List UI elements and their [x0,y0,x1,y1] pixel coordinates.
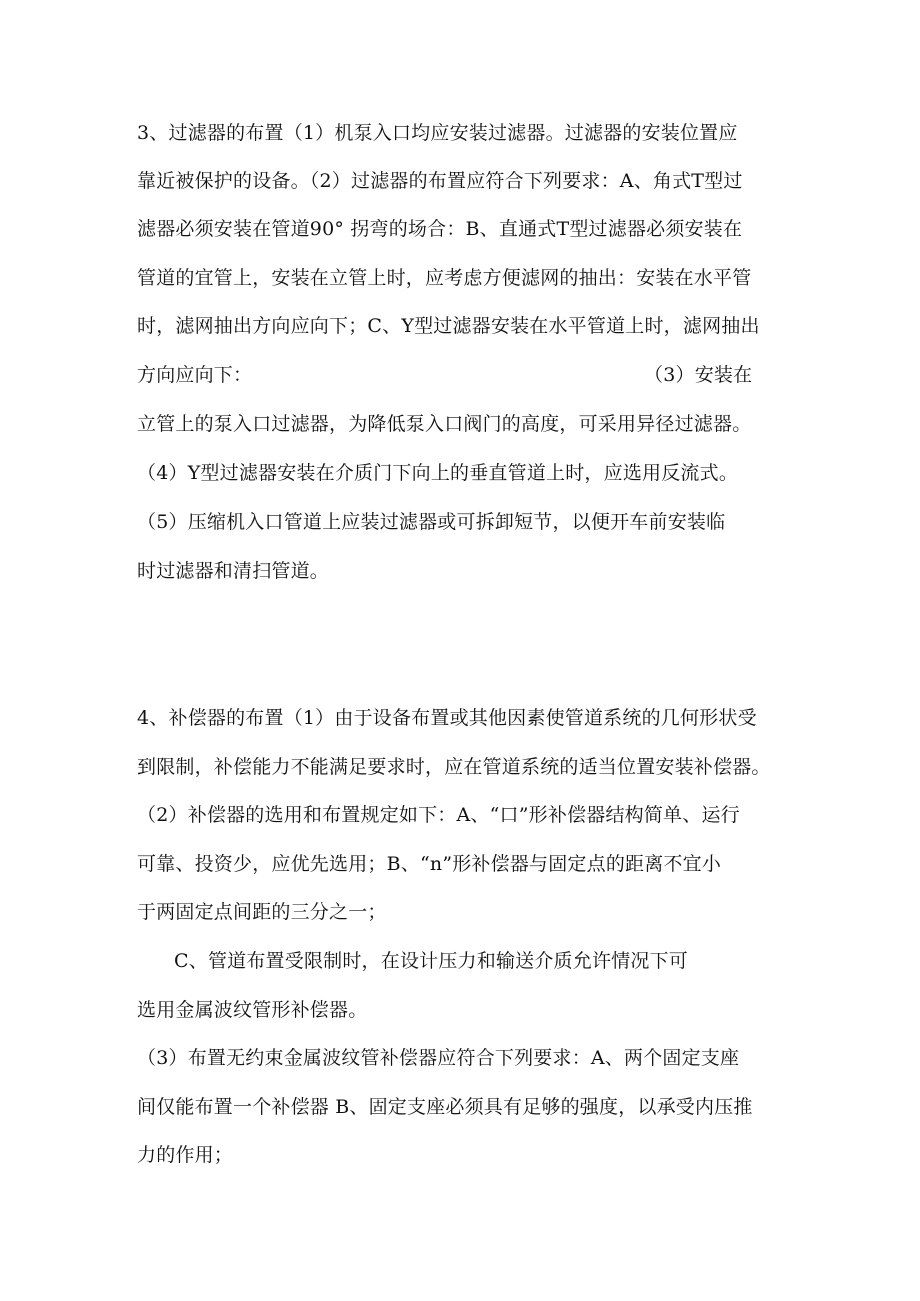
section4-line-9: 间仅能布置一个补偿器 B、固定支座必须具有足够的强度，以承受内压推 [137,1096,753,1118]
section3-line-8: （4）Y型过滤器安装在介质门下向上的垂直管道上时，应选用反流式。 [137,462,739,484]
section3-line-6b: （3）安装在 [644,364,753,386]
section4-line-1: 4、补偿器的布置（1）由于设备布置或其他因素使管道系统的几何形状受 [137,707,757,729]
section3-line-3: 滤器必须安装在管道90° 拐弯的场合：B、直通式T型过滤器必须安装在 [137,218,743,240]
section4-line-7: 选用金属波纹管形补偿器。 [137,999,368,1021]
section4-line-10: 力的作用； [137,1144,234,1166]
section4-line-3: （2）补偿器的选用和布置规定如下：A、“口”形补偿器结构简单、运行 [137,804,740,826]
section4-line-2: 到限制，补偿能力不能满足要求时，应在管道系统的适当位置安装补偿器。 [137,756,771,778]
section3-line-9: （5）压缩机入口管道上应装过滤器或可拆卸短节，以便开车前安装临 [137,511,726,533]
section4-line-4: 可靠、投资少，应优先选用；B、“n”形补偿器与固定点的距离不宜小 [137,853,722,875]
section4-line-8: （3）布置无约束金属波纹管补偿器应符合下列要求：A、两个固定支座 [137,1047,740,1069]
section3-line-5: 时，滤网抽出方向应向下；C、Y型过滤器安装在水平管道上时，滤网抽出 [137,315,760,337]
section4-line-5: 于两固定点间距的三分之一； [137,901,387,923]
section3-line-2: 靠近被保护的设备。（2）过滤器的布置应符合下列要求：A、角式T型过 [137,170,743,192]
section4-line-6: C、管道布置受限制时，在设计压力和输送介质允许情况下可 [174,950,688,972]
section3-line-6a: 方向应向下： [137,364,253,386]
section3-line-4: 管道的宜管上，安装在立管上时，应考虑方便滤网的抽出：安装在水平管 [137,267,752,289]
section3-line-1: 3、过滤器的布置（1）机泵入口均应安装过滤器。过滤器的安装位置应 [137,122,738,144]
section3-line-10: 时过滤器和清扫管道。 [137,560,330,582]
section3-line-7: 立管上的泵入口过滤器，为降低泵入口阀门的高度，可采用异径过滤器。 [137,413,752,435]
